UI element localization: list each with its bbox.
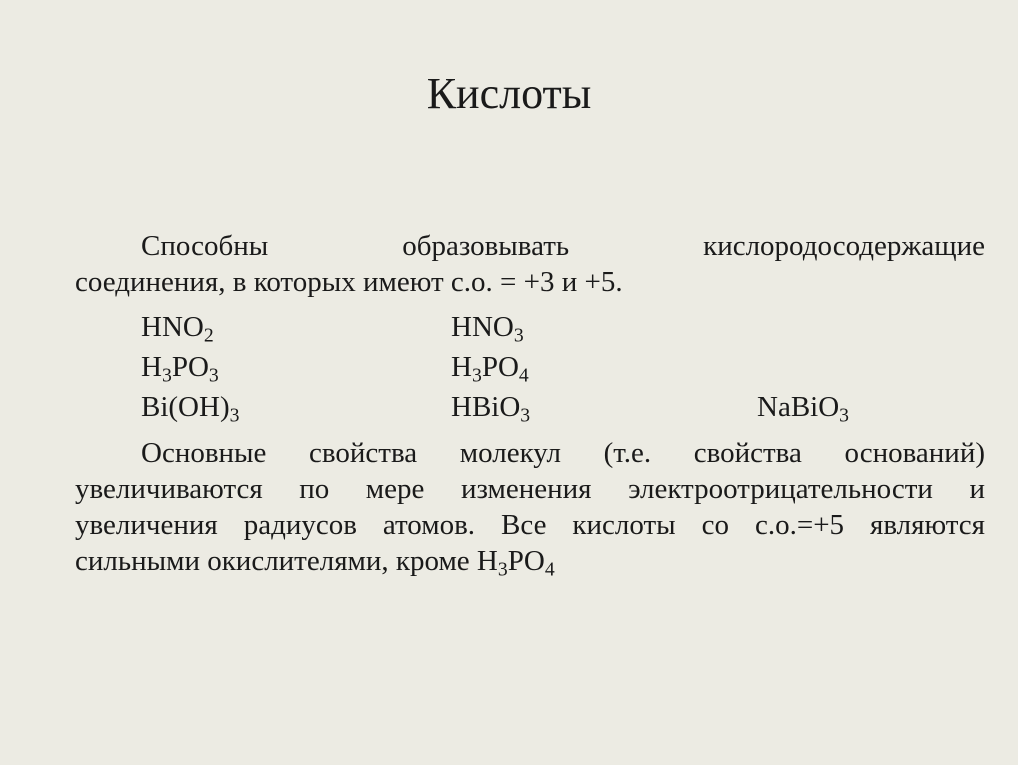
slide-title: Кислоты — [426, 69, 592, 118]
intro-line-2-text: соединения, в которых имеют с.о. = +3 и +5. — [75, 266, 623, 298]
paragraph-properties-text: Основные свойства молекул (т.е. свойства оснований) увеличиваются по мере изменения электроотрицательности и увеличения радиусов атомов. Все кислоты со с.о.=+5 являются сильными окислителями, кроме — [75, 437, 985, 577]
formula-hbio3: HBiO$_3$ — [451, 391, 531, 427]
intro-word-2: образовывать — [402, 230, 570, 262]
intro-word-3: кислородосодержащие — [703, 230, 985, 262]
formula-row-2 — [75, 349, 985, 386]
formula-hno2: $HNO_2$ — [141, 311, 214, 347]
intro-line-2 — [75, 264, 985, 300]
slide-body — [75, 228, 985, 579]
formula-hno3: $HNO_3$ — [451, 311, 524, 347]
formula-bioh3: $Bi(OH)_3$ — [141, 391, 240, 427]
paragraph-properties — [75, 435, 985, 579]
formula-row-3 — [75, 389, 985, 426]
formula-h3po4-end: $H_3PO_4$ — [476, 545, 555, 581]
formula-row-1 — [75, 309, 985, 346]
formula-h3po4: $H_3PO_4$ — [451, 351, 529, 387]
intro-word-1: Способны — [141, 230, 269, 262]
formula-h3po3: $H_3PO_3$ — [141, 351, 219, 387]
intro-line-1 — [75, 228, 985, 264]
formula-nabio3: NaBiO$_3$ — [757, 391, 850, 427]
